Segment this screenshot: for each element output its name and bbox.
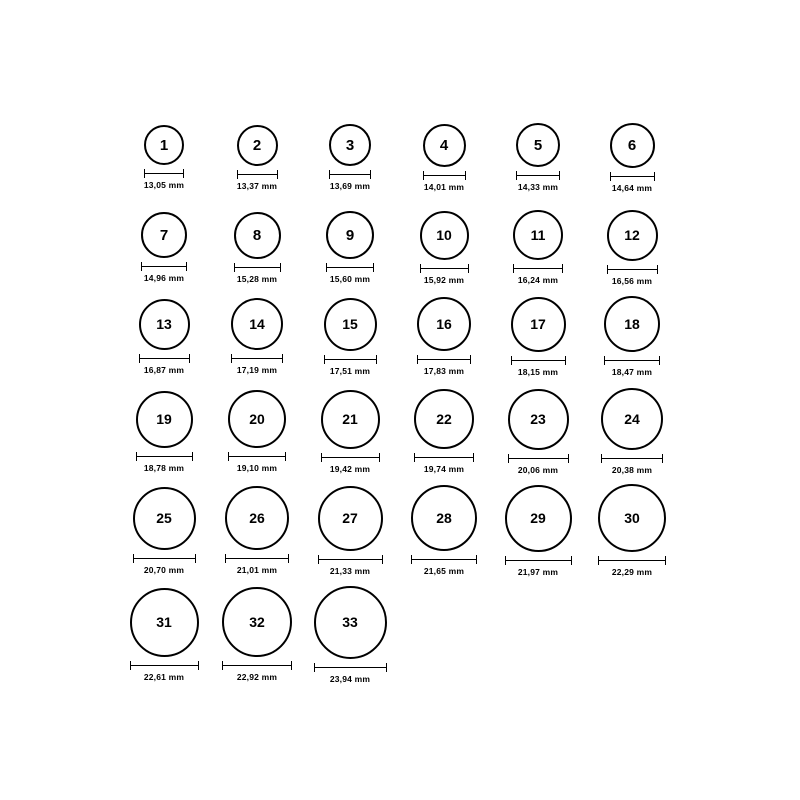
dimension-cap-left [601, 454, 602, 463]
ring-size-cell [122, 212, 206, 283]
dimension-cap-right [465, 171, 466, 180]
dimension-line [610, 172, 655, 181]
dimension-bar [513, 268, 563, 269]
ring-size-number: 14 [249, 316, 265, 332]
dimension-bar [511, 360, 566, 361]
dimension-bar [598, 560, 666, 561]
dimension-bar [225, 558, 289, 559]
dimension-cap-right [277, 170, 278, 179]
dimension-cap-right [376, 355, 377, 364]
ring-size-cell [215, 486, 299, 575]
dimension-cap-right [571, 556, 572, 565]
ring-diameter-label: 22,29 mm [611, 567, 653, 577]
dimension-cap-left [417, 355, 418, 364]
dimension-cap-right [280, 263, 281, 272]
dimension-line [133, 554, 196, 563]
ring-size-cell [402, 297, 486, 376]
ring-circle [139, 299, 190, 350]
dimension-bar [130, 665, 199, 666]
ring-size-cell [215, 390, 299, 473]
ring-diameter-label: 14,33 mm [517, 182, 559, 192]
ring-size-number: 31 [156, 614, 172, 630]
ring-circle [598, 484, 666, 552]
dimension-cap-left [414, 453, 415, 462]
ring-size-cell [308, 124, 392, 191]
dimension-bar [324, 359, 377, 360]
dimension-bar [420, 268, 469, 269]
ring-diameter-label: 21,33 mm [329, 565, 371, 576]
ring-size-number: 3 [345, 136, 355, 154]
dimension-bar [601, 458, 663, 459]
dimension-line [222, 661, 292, 670]
ring-diameter-label: 17,19 mm [236, 365, 278, 375]
ring-circle [411, 485, 477, 551]
ring-size-number: 21 [342, 411, 358, 427]
dimension-cap-right [559, 171, 560, 180]
dimension-bar [423, 175, 466, 176]
dimension-bar [237, 174, 278, 175]
ring-size-number: 9 [345, 226, 355, 244]
dimension-cap-right [382, 555, 383, 564]
dimension-cap-right [189, 354, 190, 363]
dimension-cap-left [228, 452, 229, 461]
dimension-cap-left [222, 661, 223, 670]
ring-size-number: 10 [436, 227, 452, 243]
ring-size-number: 30 [624, 510, 640, 526]
dimension-cap-left [144, 169, 145, 178]
dimension-cap-right [562, 264, 563, 273]
ring-circle [607, 210, 658, 261]
dimension-line [225, 554, 289, 563]
ring-diameter-label: 21,01 mm [236, 565, 278, 575]
ring-diameter-label: 18,15 mm [517, 366, 559, 377]
dimension-bar [222, 665, 292, 666]
dimension-cap-left [318, 555, 319, 564]
dimension-bar [228, 456, 286, 457]
ring-diameter-label: 21,97 mm [517, 566, 559, 577]
dimension-line [513, 264, 563, 273]
ring-size-cell [122, 487, 206, 575]
dimension-bar [321, 457, 380, 458]
ring-size-number: 27 [342, 510, 358, 526]
ring-size-cell [308, 298, 392, 376]
ring-diameter-label: 14,96 mm [143, 273, 185, 283]
ring-circle [234, 212, 281, 259]
dimension-cap-left [610, 172, 611, 181]
ring-size-number: 1 [159, 136, 169, 154]
ring-circle [420, 211, 469, 260]
ring-size-number: 2 [252, 136, 262, 154]
dimension-line [139, 354, 190, 363]
ring-size-number: 28 [436, 510, 452, 526]
ring-size-cell [590, 484, 674, 577]
ring-circle [130, 588, 199, 657]
ring-size-cell [496, 210, 580, 285]
ring-diameter-label: 19,74 mm [423, 464, 465, 474]
dimension-line [234, 263, 281, 272]
dimension-line [411, 555, 477, 564]
ring-diameter-label: 16,87 mm [143, 364, 185, 375]
dimension-bar [133, 558, 196, 559]
dimension-line [511, 356, 566, 365]
ring-size-cell [590, 123, 674, 193]
dimension-bar [414, 457, 474, 458]
dimension-line [321, 453, 380, 462]
ring-size-cell [402, 211, 486, 285]
ring-size-number: 15 [342, 316, 358, 332]
dimension-cap-right [379, 453, 380, 462]
dimension-cap-right [386, 663, 387, 672]
dimension-cap-left [329, 170, 330, 179]
dimension-cap-left [508, 454, 509, 463]
ring-circle [321, 390, 380, 449]
ring-diameter-label: 17,83 mm [423, 366, 465, 376]
ring-diameter-label: 18,78 mm [143, 462, 185, 473]
ring-circle [314, 586, 387, 659]
ring-size-cell [308, 211, 392, 284]
ring-size-cell [496, 123, 580, 192]
dimension-line [237, 170, 278, 179]
ring-size-cell [122, 588, 206, 682]
ring-size-cell [402, 485, 486, 576]
dimension-cap-right [192, 452, 193, 461]
ring-size-number: 26 [249, 510, 265, 526]
dimension-line [326, 263, 374, 272]
ring-circle [423, 124, 466, 167]
ring-circle [225, 486, 289, 550]
dimension-cap-left [234, 263, 235, 272]
ring-circle [610, 123, 655, 168]
ring-size-cell [215, 298, 299, 375]
dimension-bar [516, 175, 560, 176]
ring-circle [601, 388, 663, 450]
ring-diameter-label: 20,38 mm [611, 465, 653, 475]
ring-size-cell [308, 486, 392, 576]
dimension-cap-right [183, 169, 184, 178]
ring-size-cell [122, 125, 206, 190]
dimension-cap-right [468, 264, 469, 273]
ring-size-cell [496, 389, 580, 475]
dimension-cap-right [659, 356, 660, 365]
ring-size-cell [308, 586, 392, 684]
dimension-cap-right [565, 356, 566, 365]
dimension-line [417, 355, 471, 364]
dimension-line [144, 169, 184, 178]
ring-diameter-label: 19,42 mm [329, 463, 371, 474]
dimension-cap-right [288, 554, 289, 563]
dimension-line [141, 262, 187, 271]
ring-circle [508, 389, 569, 450]
dimension-cap-left [516, 171, 517, 180]
dimension-cap-right [282, 354, 283, 363]
dimension-line [423, 171, 466, 180]
ring-diameter-label: 22,92 mm [236, 672, 278, 682]
ring-diameter-label: 17,51 mm [329, 365, 371, 376]
dimension-cap-left [505, 556, 506, 565]
dimension-cap-right [662, 454, 663, 463]
ring-size-number: 32 [249, 614, 265, 630]
dimension-bar [326, 267, 374, 268]
dimension-line [420, 264, 469, 273]
dimension-cap-left [321, 453, 322, 462]
ring-size-cell [122, 391, 206, 473]
ring-diameter-label: 14,64 mm [611, 182, 653, 193]
dimension-cap-left [136, 452, 137, 461]
dimension-cap-left [139, 354, 140, 363]
ring-size-number: 16 [436, 316, 452, 332]
dimension-line [598, 556, 666, 565]
dimension-cap-left [231, 354, 232, 363]
dimension-cap-left [598, 556, 599, 565]
ring-size-cell [496, 485, 580, 577]
ring-size-cell [402, 124, 486, 192]
ring-size-number: 24 [624, 411, 640, 427]
ring-size-cell [215, 587, 299, 682]
dimension-bar [610, 176, 655, 177]
ring-diameter-label: 23,94 mm [329, 673, 371, 684]
dimension-line [508, 454, 569, 463]
ring-size-number: 18 [624, 316, 640, 332]
ring-circle [604, 296, 660, 352]
ring-circle [324, 298, 377, 351]
ring-circle [318, 486, 383, 551]
ring-size-number: 20 [249, 411, 265, 427]
ring-circle [136, 391, 193, 448]
ring-circle [237, 125, 278, 166]
ring-diameter-label: 22,61 mm [143, 671, 185, 682]
dimension-line [130, 661, 199, 670]
ring-circle [228, 390, 286, 448]
dimension-cap-left [130, 661, 131, 670]
dimension-cap-left [133, 554, 134, 563]
ring-diameter-label: 13,37 mm [236, 180, 278, 191]
dimension-cap-right [373, 263, 374, 272]
ring-diameter-label: 16,56 mm [611, 275, 653, 286]
dimension-line [318, 555, 383, 564]
dimension-line [329, 170, 371, 179]
ring-circle [516, 123, 560, 167]
ring-size-cell [215, 212, 299, 284]
ring-size-cell [590, 296, 674, 377]
ring-size-cell [122, 299, 206, 375]
ring-diameter-label: 15,28 mm [236, 273, 278, 284]
dimension-cap-left [237, 170, 238, 179]
dimension-line [228, 452, 286, 461]
dimension-line [231, 354, 283, 363]
dimension-cap-right [476, 555, 477, 564]
ring-diameter-label: 21,65 mm [423, 566, 465, 576]
dimension-bar [508, 458, 569, 459]
ring-size-cell [402, 389, 486, 474]
ring-circle [505, 485, 572, 552]
ring-circle [326, 211, 374, 259]
ring-circle [414, 389, 474, 449]
ring-size-cell [308, 390, 392, 474]
dimension-cap-left [411, 555, 412, 564]
ring-size-number: 13 [156, 316, 172, 332]
dimension-cap-left [141, 262, 142, 271]
dimension-bar [411, 559, 477, 560]
ring-diameter-label: 18,47 mm [611, 367, 653, 377]
ring-circle [141, 212, 187, 258]
dimension-bar [231, 358, 283, 359]
ring-diameter-label: 20,06 mm [517, 464, 559, 475]
ring-circle [329, 124, 371, 166]
dimension-cap-right [665, 556, 666, 565]
ring-diameter-label: 13,69 mm [329, 181, 371, 191]
ring-circle [417, 297, 471, 351]
ring-size-number: 5 [533, 136, 543, 154]
ring-size-number: 22 [436, 411, 452, 427]
ring-diameter-label: 20,70 mm [143, 564, 185, 575]
ring-size-number: 25 [156, 510, 172, 526]
ring-size-cell [590, 388, 674, 475]
ring-circle [133, 487, 196, 550]
dimension-cap-left [607, 265, 608, 274]
ring-size-number: 23 [530, 411, 546, 427]
dimension-bar [505, 560, 572, 561]
dimension-bar [234, 267, 281, 268]
dimension-bar [144, 173, 184, 174]
dimension-line [314, 663, 387, 672]
dimension-cap-left [324, 355, 325, 364]
ring-size-number: 8 [252, 226, 262, 244]
dimension-line [505, 556, 572, 565]
dimension-cap-right [186, 262, 187, 271]
ring-size-cell [215, 125, 299, 191]
dimension-bar [329, 174, 371, 175]
ring-diameter-label: 19,10 mm [236, 463, 278, 473]
dimension-cap-right [568, 454, 569, 463]
ring-diameter-label: 13,05 mm [143, 180, 185, 190]
ring-size-number: 12 [624, 227, 640, 243]
dimension-line [516, 171, 560, 180]
ring-diameter-label: 15,92 mm [423, 274, 465, 285]
dimension-cap-right [470, 355, 471, 364]
ring-size-number: 33 [342, 614, 358, 630]
dimension-cap-right [657, 265, 658, 274]
dimension-bar [318, 559, 383, 560]
dimension-cap-left [423, 171, 424, 180]
dimension-bar [141, 266, 187, 267]
dimension-cap-right [654, 172, 655, 181]
ring-circle [231, 298, 283, 350]
dimension-cap-left [225, 554, 226, 563]
ring-size-number: 29 [530, 510, 546, 526]
dimension-cap-right [285, 452, 286, 461]
dimension-cap-right [473, 453, 474, 462]
dimension-cap-left [513, 264, 514, 273]
ring-size-cell [496, 297, 580, 377]
ring-size-number: 19 [156, 411, 172, 427]
dimension-bar [314, 667, 387, 668]
dimension-bar [604, 360, 660, 361]
ring-size-cell [590, 210, 674, 286]
dimension-cap-left [326, 263, 327, 272]
ring-size-number: 4 [439, 136, 449, 154]
dimension-line [601, 454, 663, 463]
ring-size-number: 7 [159, 226, 169, 244]
ring-size-number: 17 [530, 316, 546, 332]
ring-diameter-label: 14,01 mm [423, 181, 465, 192]
dimension-cap-left [604, 356, 605, 365]
dimension-bar [607, 269, 658, 270]
ring-circle [513, 210, 563, 260]
ring-size-number: 11 [530, 227, 546, 243]
ring-diameter-label: 15,60 mm [329, 274, 371, 284]
dimension-line [414, 453, 474, 462]
dimension-line [136, 452, 193, 461]
dimension-cap-right [291, 661, 292, 670]
ring-circle [144, 125, 184, 165]
dimension-bar [139, 358, 190, 359]
dimension-cap-right [198, 661, 199, 670]
ring-circle [222, 587, 292, 657]
dimension-line [324, 355, 377, 364]
dimension-bar [417, 359, 471, 360]
dimension-bar [136, 456, 193, 457]
ring-diameter-label: 16,24 mm [517, 275, 559, 285]
dimension-cap-left [314, 663, 315, 672]
dimension-cap-left [511, 356, 512, 365]
dimension-line [604, 356, 660, 365]
dimension-cap-right [195, 554, 196, 563]
dimension-line [607, 265, 658, 274]
dimension-cap-right [370, 170, 371, 179]
ring-circle [511, 297, 566, 352]
ring-size-number: 6 [627, 136, 637, 154]
dimension-cap-left [420, 264, 421, 273]
